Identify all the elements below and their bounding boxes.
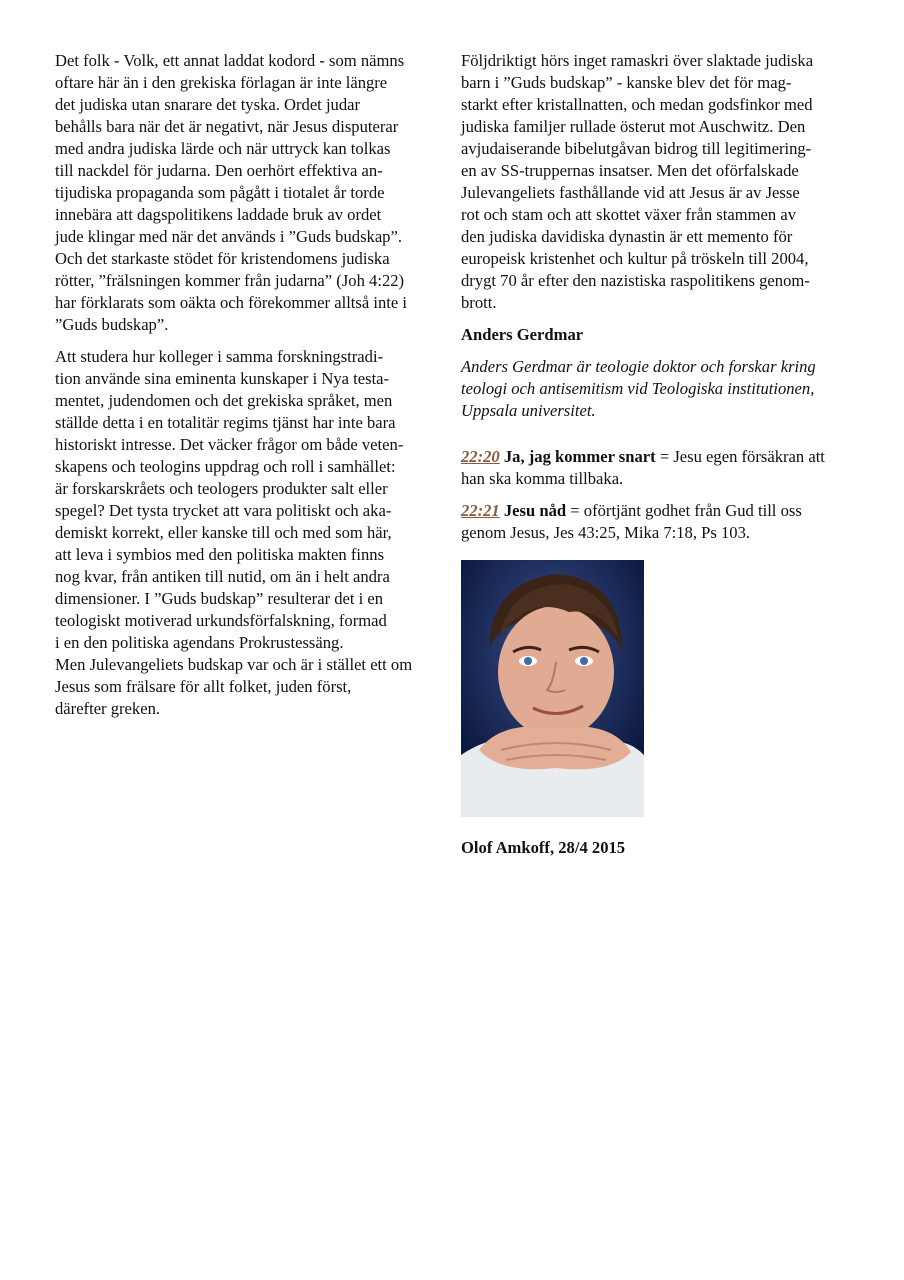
text-line: mentet, judendomen och det grekiska språket, men	[55, 391, 393, 410]
bio-line: teologi och antisemitism vid Teologiska institutionen,	[461, 379, 815, 398]
text-line: drygt 70 år efter den nazistiska raspolitikens genom-	[461, 271, 810, 290]
verse-note	[461, 446, 853, 490]
text-line: en av SS-truppernas insatser. Men det oförfalskade	[461, 161, 799, 180]
text-line: det judiska utan snarare det tyska. Ordet judar	[55, 95, 361, 114]
text-line: barn i ”Guds budskap” - kanske blev det för mag-	[461, 73, 792, 92]
text-line: rötter, ”frälsningen kommer från judarna” (Joh 4:22)	[55, 271, 405, 290]
text-line: med andra judiska lärde och när uttryck kan tolkas	[55, 139, 391, 158]
text-line: spegel? Det tysta trycket att vara politiskt och aka-	[55, 501, 392, 520]
text-line: därefter greken.	[55, 699, 161, 718]
text-line: dimensioner. I ”Guds budskap” resulterar det i en	[55, 589, 384, 608]
verse-line: han ska komma tillbaka.	[461, 469, 624, 488]
text-line: den judiska davidiska dynastin är ett memento för	[461, 227, 793, 246]
verse-line	[461, 446, 853, 468]
text-line: brott.	[461, 293, 497, 312]
text-line: teologiskt motiverad urkundsförfalskning, formad	[55, 611, 387, 630]
portrait-photo	[461, 560, 644, 817]
text-line: har förklarats som oäkta och förekommer alltså inte i	[55, 293, 408, 312]
text-line: tion använde sina eminenta kunskaper i Nya testa-	[55, 369, 390, 388]
signature: Olof Amkoff, 28/4 2015	[461, 838, 626, 857]
paragraph	[55, 346, 447, 720]
text-line: är forskarskråets och teologers produkter salt eller	[55, 479, 388, 498]
text-line: till nackdel för judarna. Den oerhört effektiva an-	[55, 161, 383, 180]
text-line: Att studera hur kolleger i samma forskningstradi-	[55, 347, 384, 366]
text-line: skapens och teologins uppdrag och roll i samhället:	[55, 457, 396, 476]
text-line: jude klingar med när det används i ”Guds budskap”.	[55, 227, 402, 246]
bio-line: Uppsala universitet.	[461, 401, 596, 420]
text-line: avjudaiserande bibelutgåvan bidrog till legitimering-	[461, 139, 812, 158]
verse-term: Ja, jag kommer snart	[503, 447, 656, 466]
verse-note	[461, 500, 853, 544]
verse-line	[461, 500, 853, 522]
author-bio	[461, 356, 853, 422]
verse-ref-link[interactable]: 22:20	[461, 447, 500, 466]
verse-line: genom Jesus, Jes 43:25, Mika 7:18, Ps 103.	[461, 523, 751, 542]
text-line: Och det starkaste stödet för kristendomens judiska	[55, 249, 390, 268]
text-line: europeisk kristenhet och kultur på tröskeln till 2004,	[461, 249, 809, 268]
paragraph	[55, 50, 447, 336]
text-line: i en den politiska agendans Prokrustessäng.	[55, 633, 344, 652]
text-line: ställde detta i en totalitär regims tjänst har inte bara	[55, 413, 396, 432]
portrait-illustration	[461, 560, 644, 817]
verse-definition: = Jesu egen försäkran att	[655, 447, 825, 466]
left-column	[55, 50, 447, 730]
verse-definition: = oförtjänt godhet från Gud till oss	[566, 501, 802, 520]
bio-line: Anders Gerdmar är teologie doktor och forskar kring	[461, 357, 816, 376]
text-line: starkt efter kristallnatten, och medan godsfinkor med	[461, 95, 813, 114]
text-line: ”Guds budskap”.	[55, 315, 169, 334]
paragraph	[461, 50, 853, 314]
right-column	[461, 50, 853, 859]
text-line: Följdriktigt hörs inget ramaskri över slaktade judiska	[461, 51, 814, 70]
text-line: tijudiska propaganda som pågått i tiotalet år torde	[55, 183, 385, 202]
text-line: att leva i symbios med den politiska makten finns	[55, 545, 385, 564]
text-line: demiskt korrekt, eller kanske till och med som här,	[55, 523, 392, 542]
author-name: Anders Gerdmar	[461, 325, 584, 344]
text-line: historiskt intresse. Det väcker frågor om både veten-	[55, 435, 404, 454]
verse-term: Jesu nåd	[503, 501, 567, 520]
text-line: Men Julevangeliets budskap var och är i stället ett om	[55, 655, 413, 674]
text-line: oftare här än i den grekiska förlagan är inte längre	[55, 73, 388, 92]
text-line: judiska familjer rullade österut mot Auschwitz. Den	[461, 117, 806, 136]
text-line: Julevangeliets fasthållande vid att Jesus är av Jesse	[461, 183, 800, 202]
text-line: rot och stam och att skottet växer från stammen av	[461, 205, 796, 224]
verse-ref-link[interactable]: 22:21	[461, 501, 500, 520]
text-line: Det folk - Volk, ett annat laddat kodord - som nämns	[55, 51, 405, 70]
text-line: innebära att dagspolitikens laddade bruk av ordet	[55, 205, 382, 224]
text-line: nog kvar, från antiken till nutid, om än i helt andra	[55, 567, 390, 586]
text-line: Jesus som frälsare för allt folket, juden först,	[55, 677, 352, 696]
text-line: behålls bara när det är negativt, när Jesus disputerar	[55, 117, 399, 136]
